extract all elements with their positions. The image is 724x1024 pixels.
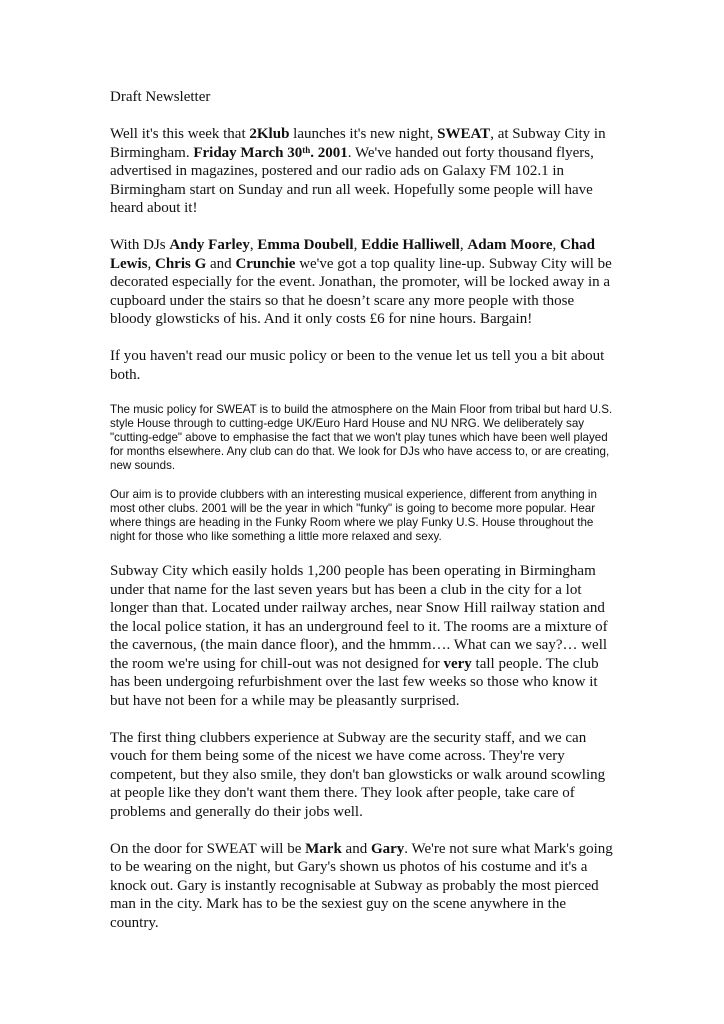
dj-name: Chad Lewis — [110, 237, 596, 272]
bold-date: Friday March 30 — [193, 144, 303, 161]
text: and — [341, 840, 371, 857]
text: , at Subway City in Birmingham. — [110, 126, 606, 161]
dj-name: Eddie Halliwell — [361, 237, 460, 253]
separator: , — [353, 237, 362, 253]
text: . We've handed out forty thousand flyers, advertised in magazines, postered and our radio ads on Galaxy FM 102.1 in Birmingham start on Sunday and run all week. Hopefully some people will have heard about it! — [110, 144, 594, 216]
paragraph-aim: Our aim is to provide clubbers with an interesting musical experience, different from anything in most other clubs. 2001 will be the year in which "funky" is going to become more popular. Hear where things are heading in the Funky Room where we play Funky U.S. House throughout the night for those who like something a little more relaxed and sexy. — [110, 487, 597, 544]
document-title: Draft Newsletter — [110, 89, 211, 105]
text: With DJs — [110, 237, 170, 253]
bold-emphasis: very — [443, 655, 472, 672]
separator: , — [459, 237, 468, 253]
separator: , — [147, 255, 155, 272]
dj-name: Emma Doubell — [257, 237, 354, 253]
paragraph-lineup — [110, 236, 614, 329]
document-page — [110, 88, 614, 951]
bold-club-name: 2Klub — [249, 126, 290, 142]
dj-name: Chris G — [155, 255, 207, 272]
text: tall people. The club has been undergoing refurbishment over the last few weeks so those who know it but have not been for a while may be pleasantly surprised. — [110, 655, 599, 709]
dj-name: Andy Farley — [169, 237, 250, 253]
text: Subway City which easily holds 1,200 people has been operating in Birmingham under that name for the last seven years but has been a club in the city for a lot longer than that. Located under railway arches, near Snow Hill railway station and the local police station, it has an underground feel to it. The rooms are a mixture of the cavernous, (the main dance floor), and the hmmm…. What can we say?… well the room we're using for chill-out was not designed for — [110, 563, 608, 672]
dj-name: Crunchie — [235, 255, 296, 272]
separator: , — [552, 237, 560, 253]
text: Well it's this week that — [110, 126, 250, 142]
bold-staff-name: Gary — [370, 840, 405, 857]
dj-name: Adam Moore — [467, 237, 553, 253]
bold-staff-name: Mark — [305, 840, 342, 857]
text: On the door for SWEAT will be — [110, 840, 306, 857]
text: we've got a top quality line-up. Subway City will be decorated especially for the event. Jonathan, the promoter, will be locked away in a cupboard under the stairs so that he doesn’t scare any more people with those bloody glowsticks of his. And it only costs £6 for nine hours. Bargain! — [110, 255, 612, 327]
separator: , — [249, 237, 258, 253]
date-ordinal: th — [302, 144, 311, 155]
bold-night-name: SWEAT — [437, 126, 491, 142]
paragraph-security: The first thing clubbers experience at Subway are the security staff, and we can vouch for them being some of the nicest we have come across. They're very competent, but they also smile, they don't ban glowsticks or walk around scowling at people like they don't want them there. They look after people, take care of problems and generally do their jobs well. — [110, 729, 606, 820]
text: . We're not sure what Mark's going to be wearing on the night, but Gary's shown us photos of his costume and it's a knock out. Gary is instantly recognisable at Subway as probably the most pierced man in the city. Mark has to be the sexiest guy on the scene anywhere in the country. — [110, 840, 613, 931]
paragraph-music-policy: The music policy for SWEAT is to build the atmosphere on the Main Floor from tribal but hard U.S. style House through to cutting-edge UK/Euro Hard House and NU NRG. We deliberately say "cutting-edge" above to emphasise the fact that we won't play tunes which have been well played for months elsewhere. Any club can do that. We look for DJs who have access to, or are creating, new sounds. — [110, 402, 613, 473]
text: launches it's new night, — [289, 126, 438, 142]
paragraph-intro: If you haven't read our music policy or been to the venue let us tell you a bit about both. — [110, 348, 605, 383]
paragraph-launch — [110, 125, 614, 218]
separator: and — [206, 255, 236, 272]
bold-year: . 2001 — [310, 144, 348, 161]
paragraph-venue — [110, 562, 614, 710]
paragraph-door-staff — [110, 840, 614, 933]
